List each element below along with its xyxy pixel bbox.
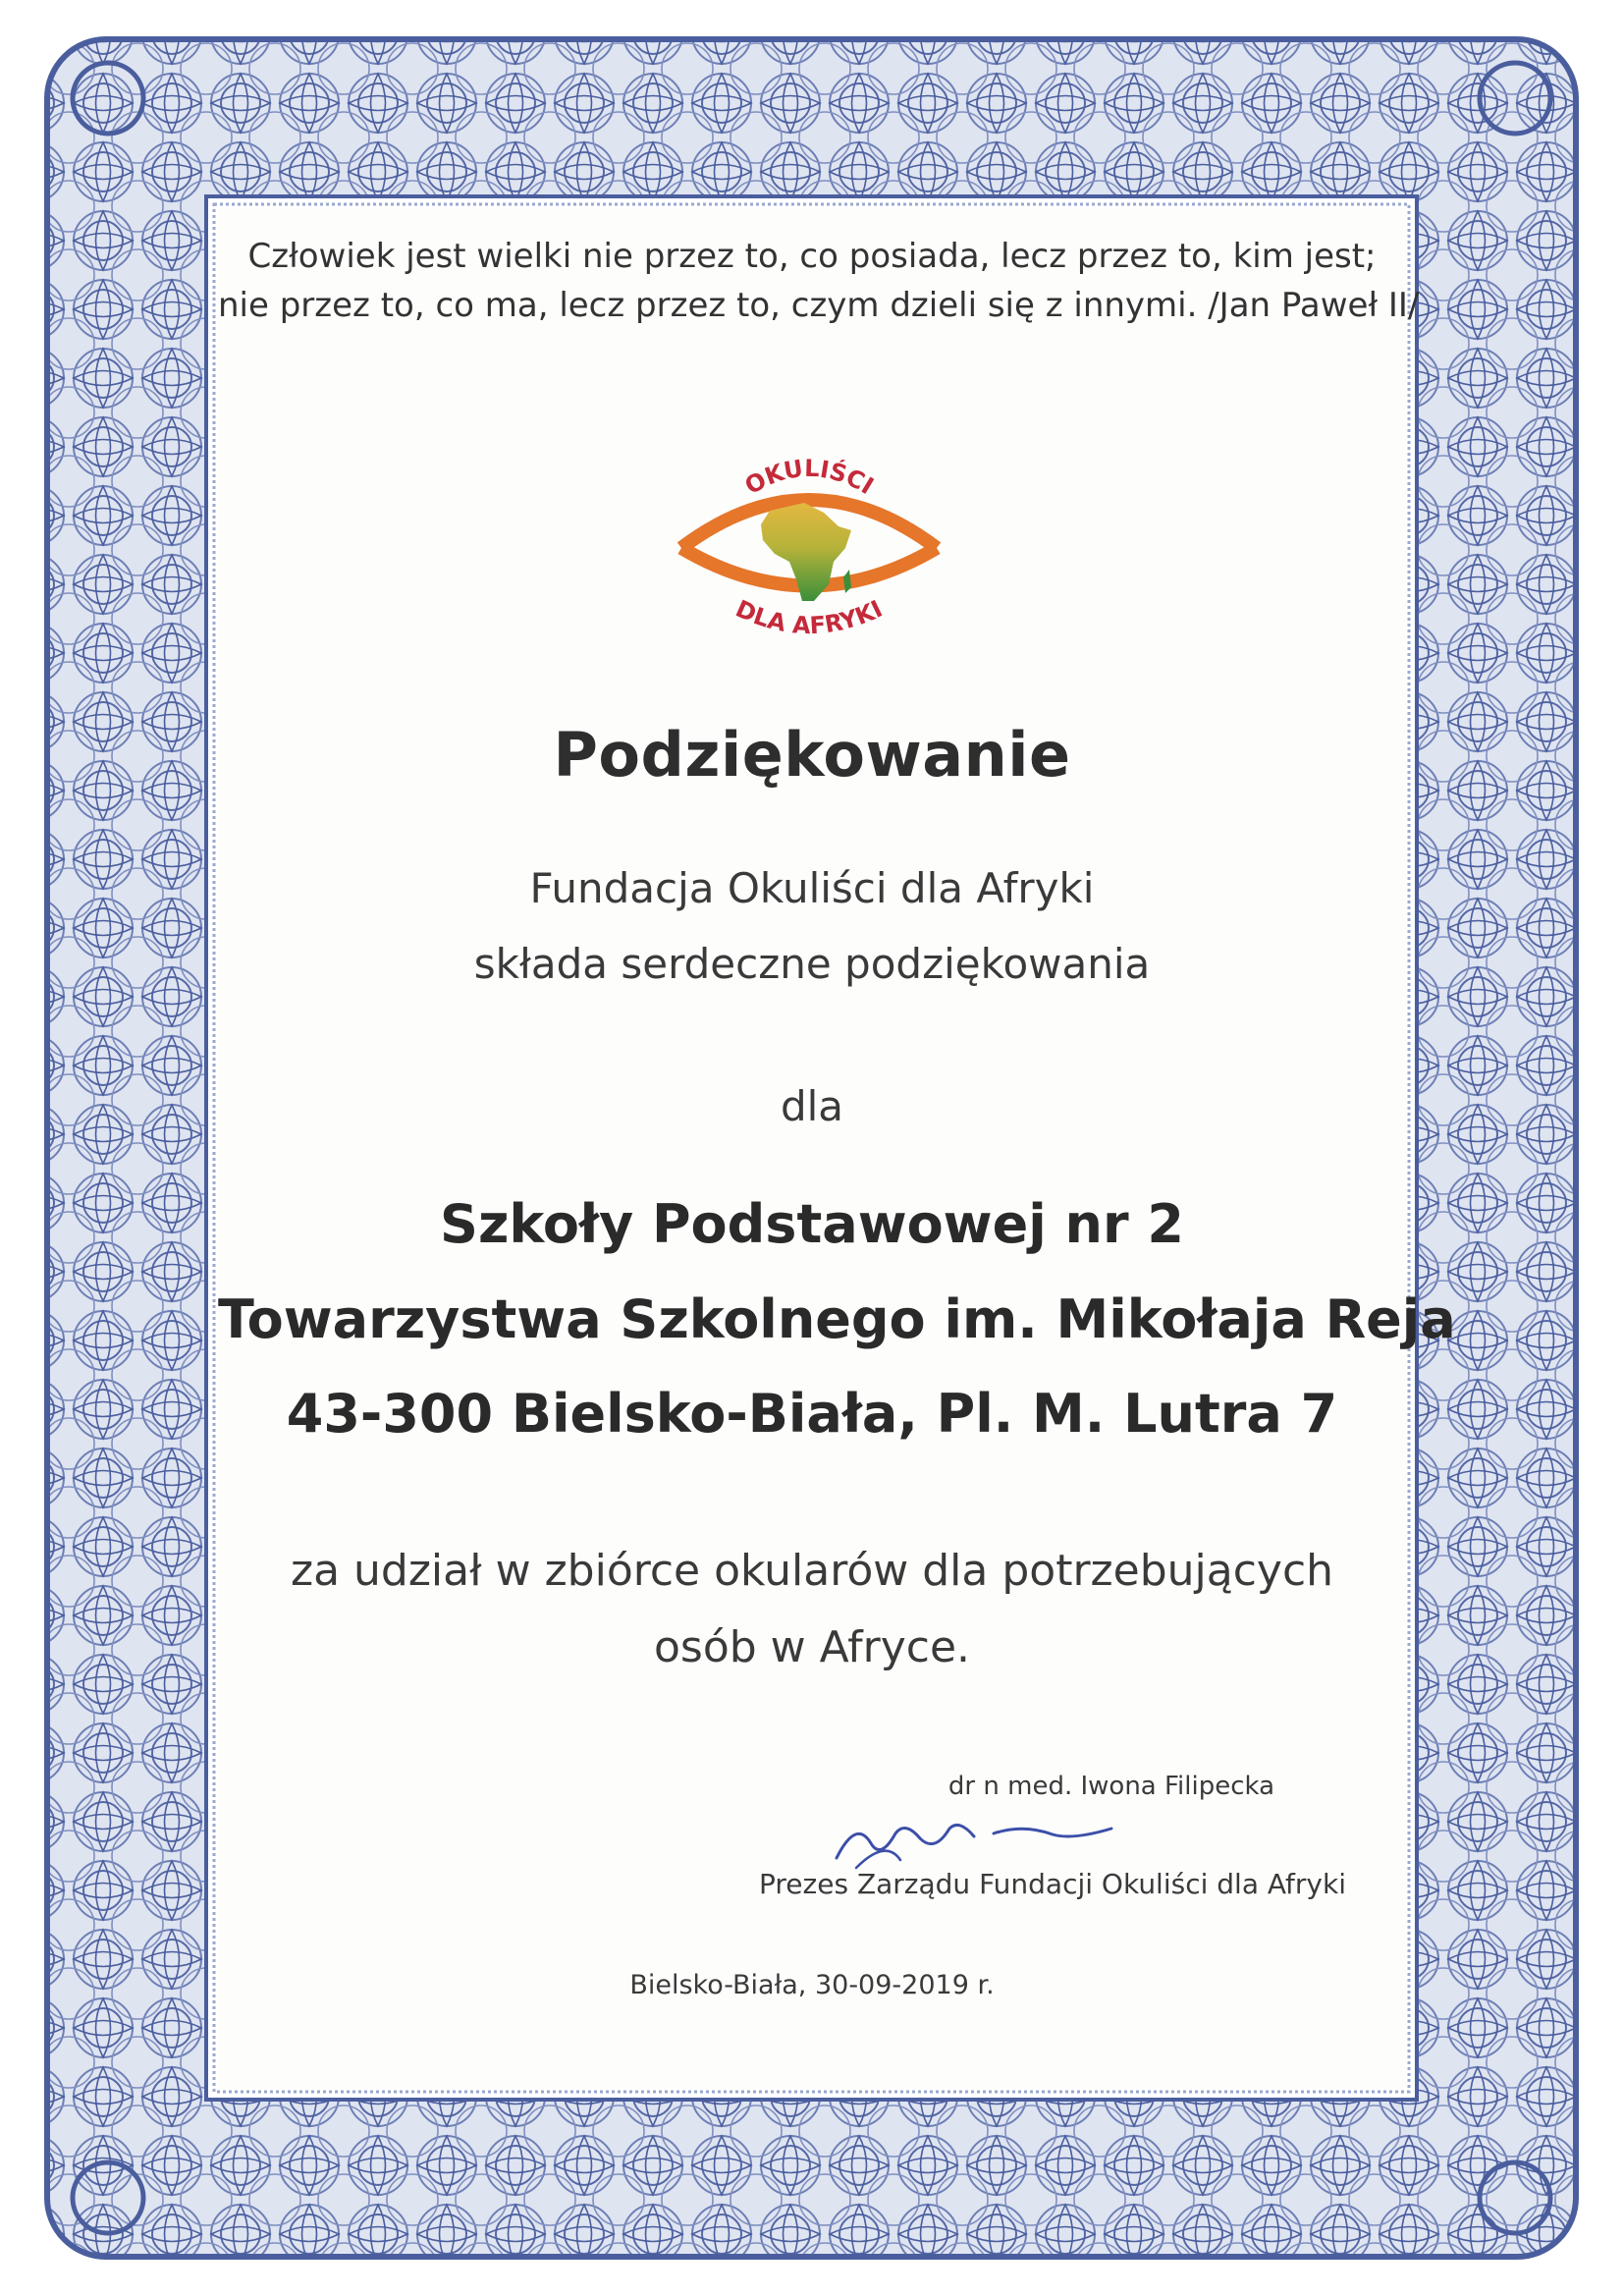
signatory-role: Prezes Zarządu Fundacji Okuliści dla Afryki bbox=[759, 1868, 1346, 1900]
svg-text:DLA AFRYKI bbox=[731, 595, 887, 640]
certificate-content bbox=[218, 208, 1456, 2089]
quote-line-1: Człowiek jest wielki nie przez to, co posiada, lecz przez to, kim jest; bbox=[247, 237, 1377, 276]
handwritten-signature bbox=[827, 1799, 1121, 1878]
quote-line-2: nie przez to, co ma, lecz przez to, czym dzieli się z innymi. /Jan Paweł II/ bbox=[218, 286, 1420, 325]
certificate-title: Podziękowanie bbox=[553, 719, 1071, 791]
intro-line-1: Fundacja Okuliści dla Afryki bbox=[529, 864, 1095, 912]
okulisci-logo bbox=[676, 432, 942, 663]
logo-top-text: OKULIŚCI bbox=[739, 454, 879, 501]
recipient-line-1: Szkoły Podstawowej nr 2 bbox=[440, 1193, 1184, 1255]
logo-bottom-text: DLA AFRYKI bbox=[731, 594, 888, 640]
place-and-date: Bielsko-Biała, 30-09-2019 r. bbox=[629, 1970, 995, 2000]
recipient-line-3: 43-300 Bielsko-Biała, Pl. M. Lutra 7 bbox=[286, 1383, 1338, 1445]
recipient-line-2: Towarzystwa Szkolnego im. Mikołaja Reja bbox=[218, 1288, 1456, 1350]
signatory-name: dr n med. Iwona Filipecka bbox=[947, 1772, 1275, 1801]
intro-line-2: składa serdeczne podziękowania bbox=[473, 940, 1151, 988]
reason-line-2: osób w Afryce. bbox=[653, 1622, 971, 1672]
for-word: dla bbox=[780, 1082, 844, 1130]
reason-line-1: za udział w zbiórce okularów dla potrzebujących bbox=[290, 1546, 1334, 1596]
